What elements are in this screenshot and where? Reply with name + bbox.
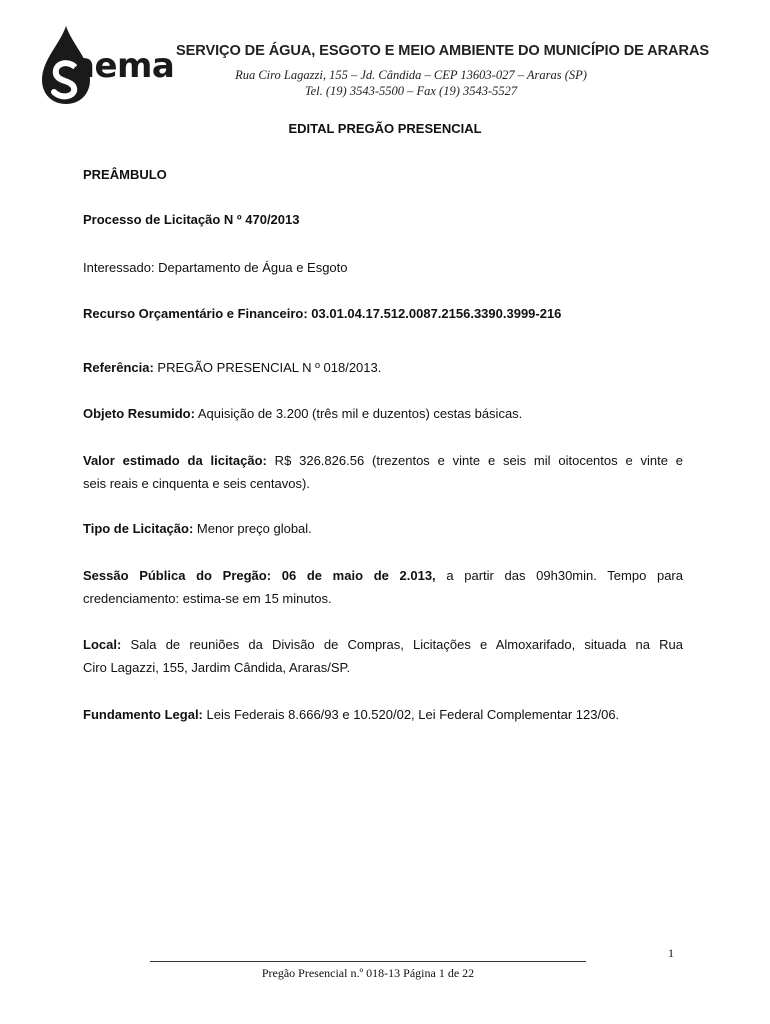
estimated-value-line2: seis reais e cinquenta e seis centavos). bbox=[83, 476, 310, 491]
reference-value: PREGÃO PRESENCIAL N º 018/2013. bbox=[153, 360, 382, 375]
legal-label: Fundamento Legal: bbox=[83, 707, 203, 722]
process-number: Processo de Licitação N º 470/2013 bbox=[83, 212, 300, 227]
local-label: Local: bbox=[83, 637, 122, 652]
bidding-type bbox=[83, 517, 683, 540]
document-title: EDITAL PREGÃO PRESENCIAL bbox=[288, 121, 482, 136]
object-label: Objeto Resumido: bbox=[83, 406, 195, 421]
public-session-line2: credenciamento: estima-se em 15 minutos. bbox=[83, 591, 332, 606]
object-value: Aquisição de 3.200 (três mil e duzentos) cestas básicas. bbox=[194, 406, 523, 421]
value-text: R$ 326.826.56 (trezentos e vinte e seis mil oitocentos e vinte e bbox=[266, 453, 683, 468]
preamble-heading: PREÂMBULO bbox=[83, 167, 167, 182]
reference-label: Referência: bbox=[83, 360, 154, 375]
logo-wordmark: aema bbox=[72, 46, 175, 86]
page-number: 1 bbox=[668, 946, 674, 960]
session-label: Sessão Pública do Pregão: 06 de maio de 2.013, bbox=[83, 568, 436, 583]
footer-divider bbox=[150, 961, 586, 962]
session-value: a partir das 09h30min. Tempo para bbox=[435, 568, 683, 583]
object-summary bbox=[83, 402, 683, 425]
location-line1 bbox=[83, 633, 683, 656]
local-value: Sala de reuniões da Divisão de Compras, Licitações e Almoxarifado, situada na Rua bbox=[121, 637, 683, 652]
organization-name: SERVIÇO DE ÁGUA, ESGOTO E MEIO AMBIENTE DO MUNICÍPIO DE ARARAS bbox=[176, 43, 710, 59]
estimated-value-line1 bbox=[83, 449, 683, 472]
legal-basis bbox=[83, 703, 683, 726]
legal-value: Leis Federais 8.666/93 e 10.520/02, Lei Federal Complementar 123/06. bbox=[202, 707, 620, 722]
budget-resource: Recurso Orçamentário e Financeiro: 03.01.04.17.512.0087.2156.3390.3999-216 bbox=[83, 306, 562, 321]
organization-phone: Tel. (19) 3543-5500 – Fax (19) 3543-5527 bbox=[304, 84, 518, 98]
type-label: Tipo de Licitação: bbox=[83, 521, 194, 536]
type-value: Menor preço global. bbox=[193, 521, 312, 536]
value-label: Valor estimado da licitação: bbox=[83, 453, 267, 468]
public-session-line1 bbox=[83, 564, 683, 587]
interested-party: Interessado: Departamento de Água e Esgoto bbox=[83, 260, 348, 275]
organization-address: Rua Ciro Lagazzi, 155 – Jd. Cândida – CEP 13603-027 – Araras (SP) bbox=[235, 68, 587, 82]
reference bbox=[83, 356, 683, 379]
location-line2: Ciro Lagazzi, 155, Jardim Cândida, Araras/SP. bbox=[83, 660, 351, 675]
footer-text: Pregão Presencial n.º 018-13 Página 1 de 22 bbox=[261, 966, 475, 980]
